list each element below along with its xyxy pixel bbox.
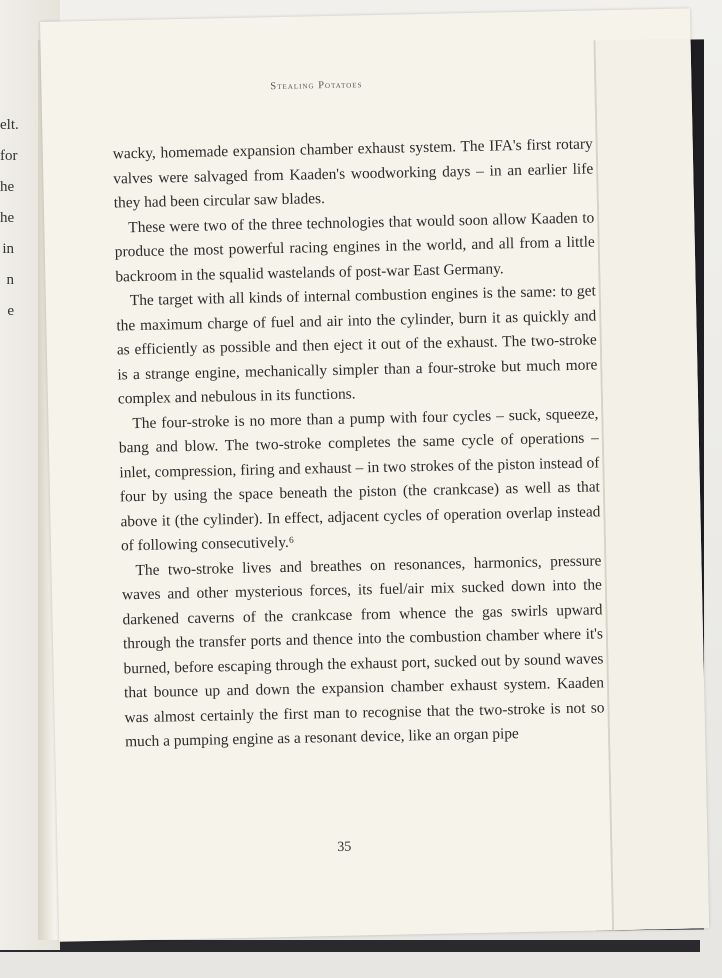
left-fragment: he <box>0 210 15 226</box>
paragraph: The four-stroke is no more than a pump with four cycles – suck, squeeze, bang and blow. The two-stroke completes the same cycle of operations – inlet, compression, firing and exhaust – in two strokes of the piston instead of four by using the space beneath the piston (the crankcase) as well as that above it (the cylinder). In effect, adjacent cycles of operation overlap instead of following consecutively.⁶ <box>118 404 601 555</box>
left-fragment: for <box>0 148 18 164</box>
page-number: 35 <box>337 839 352 855</box>
left-fragment: n <box>6 272 14 288</box>
paragraph: The two-stroke lives and breathes on resonances, harmonics, pressure waves and other mysterious forces, its fuel/air mix sucked down into the darkened caverns of the crankcase from whence the gas swirls upward through the transfer ports and thence into the combustion chamber where it's burned, before escaping through the exhaust port, sucked out by sound waves that bounce up and down the expansion chamber exhaust system. Kaaden was almost certainly the first man to recognise that the two-stroke is not so much a pumping engine as a resonant device, like an organ pipe <box>121 551 605 751</box>
running-head: Stealing Potatoes <box>270 79 363 93</box>
left-fragment: in <box>2 241 14 257</box>
paragraph: The target with all kinds of internal combustion engines is the same: to get the maximum charge of fuel and air into the cylinder, burn it as quickly and as efficiently as possible and then eject it out of the exhaust. The two-stroke is a strange engine, mechanically simpler than a four-stroke but much more complex and nebulous in its functions. <box>116 282 598 408</box>
left-fragment: elt. <box>0 117 19 133</box>
paragraph: These were two of the three technologies that would soon allow Kaaden to produce the most powerful racing engines in the world, and all from a little backroom in the squalid wastelands of post-war East Germany. <box>114 208 595 285</box>
paragraph: wacky, homemade expansion chamber exhaust system. The IFA's first rotary valves were salvaged from Kaaden's woodworking days – in an earlier life they had been circular saw blades. <box>112 135 594 212</box>
left-fragment: he <box>0 179 15 195</box>
right-page <box>40 8 709 941</box>
book-bottom-edge <box>0 940 700 952</box>
page-body <box>113 132 606 754</box>
left-page-text <box>0 110 40 327</box>
turned-page-flap <box>596 38 710 930</box>
left-fragment: e <box>7 303 14 319</box>
